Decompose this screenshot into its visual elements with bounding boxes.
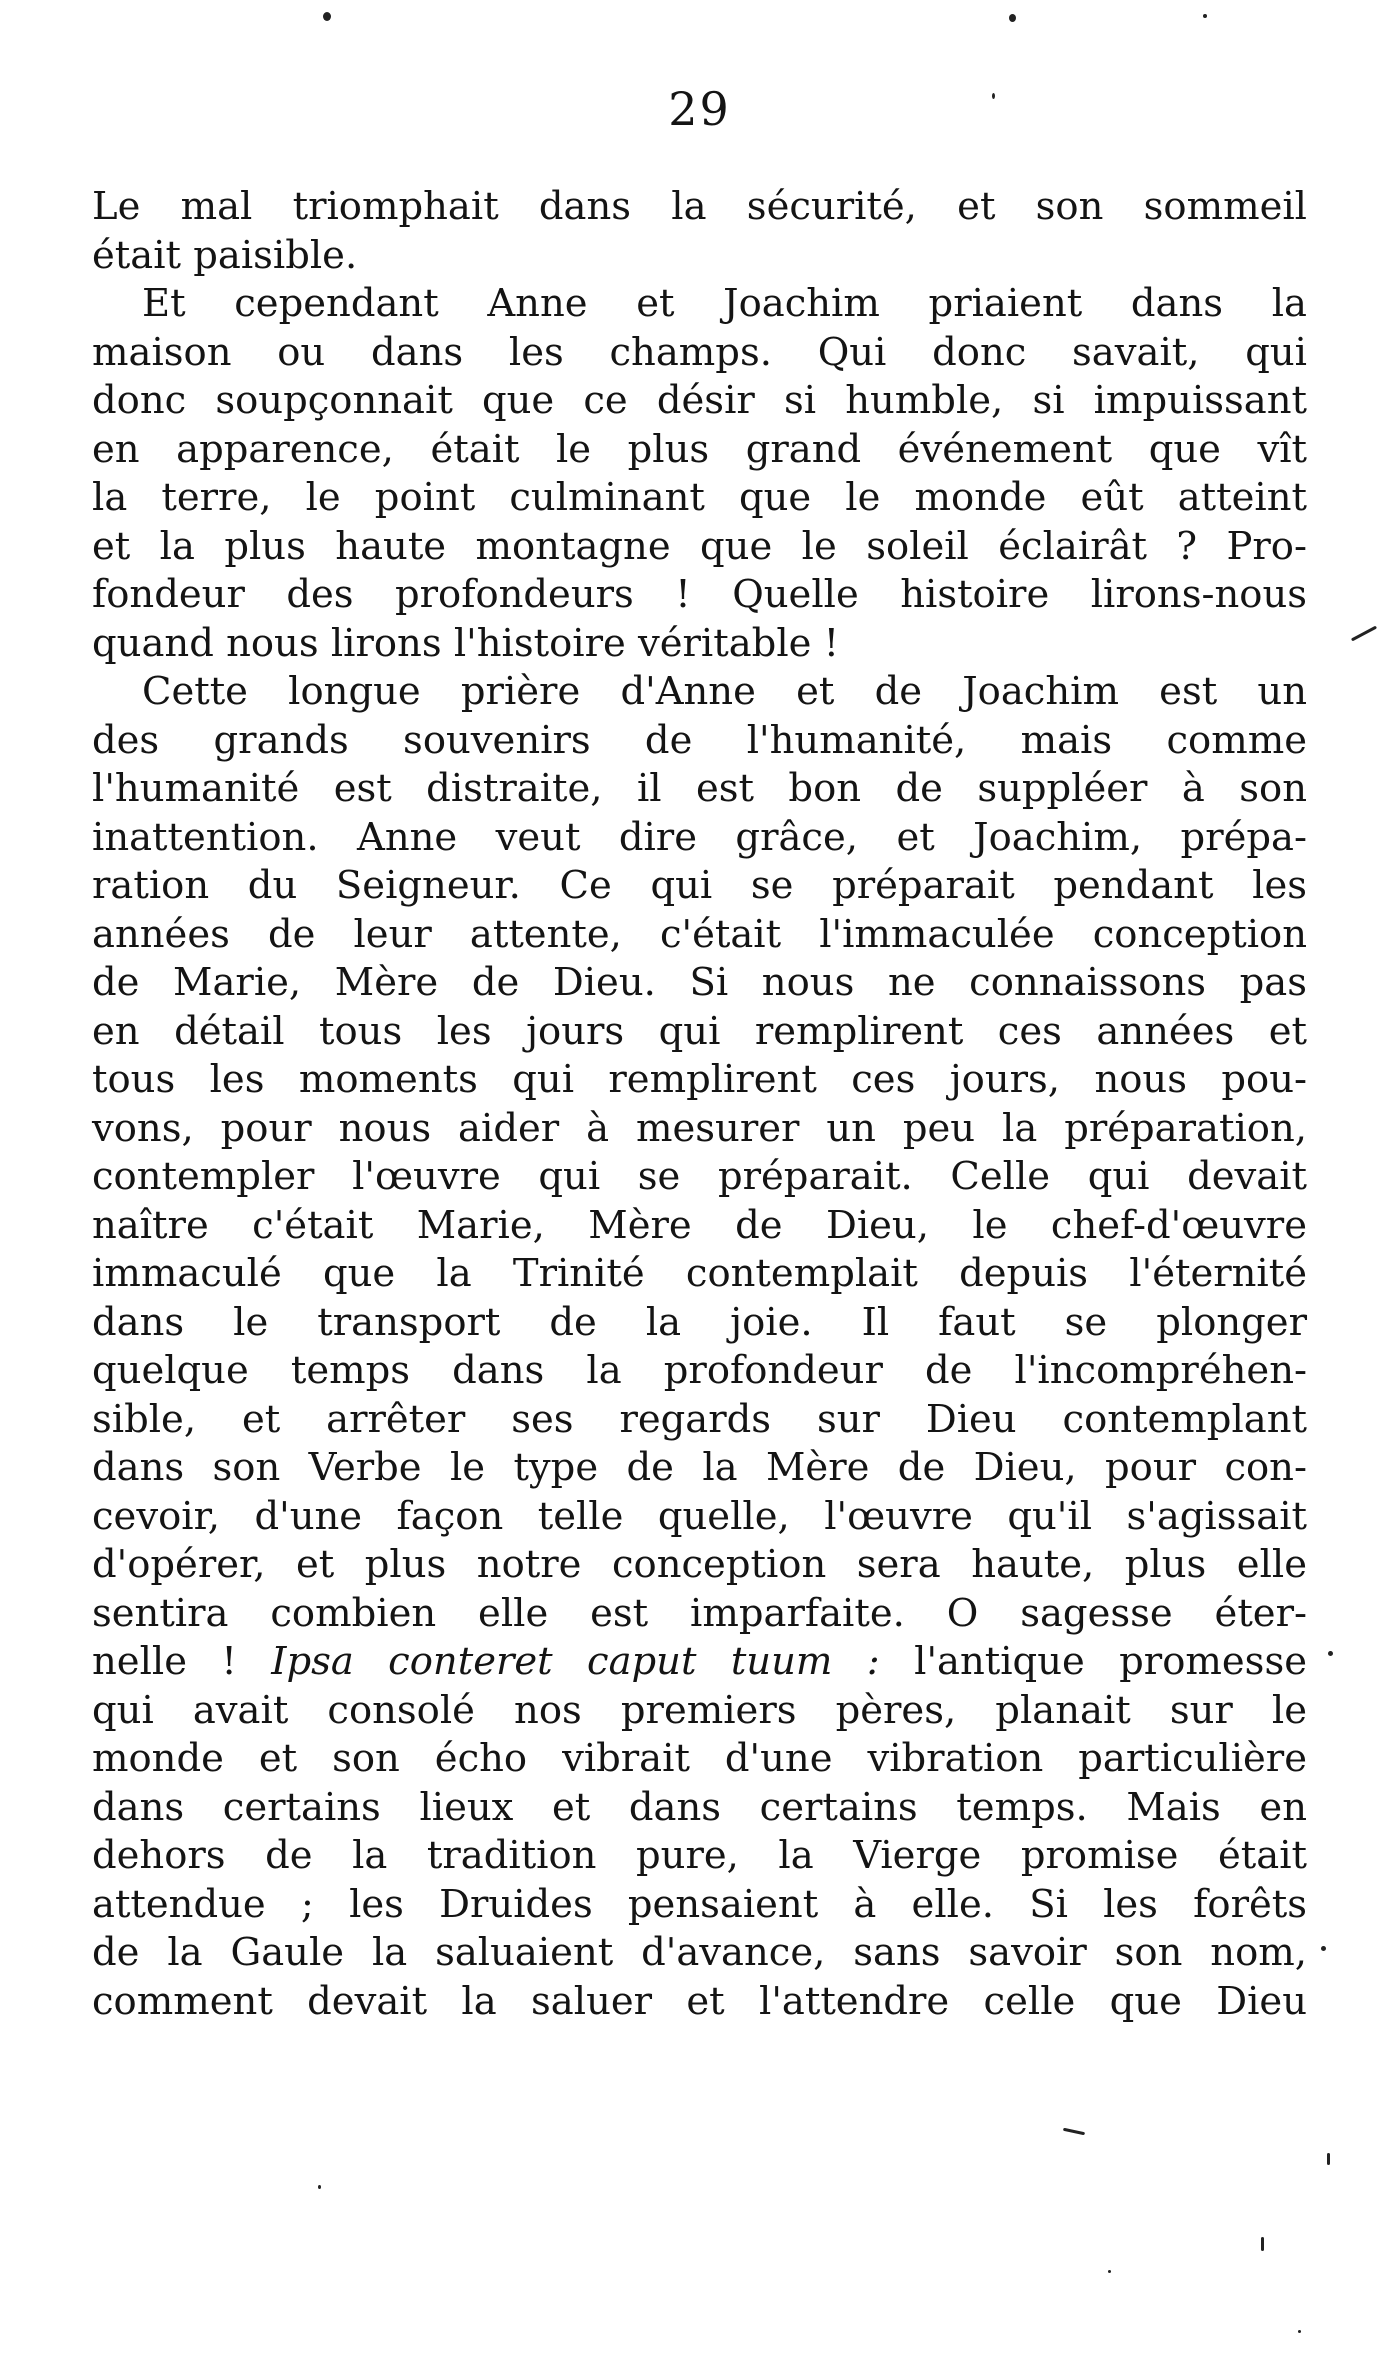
italic-latin-quote: Ipsa conteret caput tuum : xyxy=(271,1639,880,1684)
text-segment: en apparence, était le plus grand événement que vît xyxy=(92,426,1307,472)
page-speck xyxy=(318,2185,321,2189)
text-segment: naître c'était Marie, Mère de Dieu, le chef-d'œuvre xyxy=(92,1202,1307,1248)
text-line xyxy=(92,523,1307,572)
text-segment: dans son Verbe le type de la Mère de Dieu, pour con- xyxy=(92,1445,1307,1490)
text-segment: de Marie, Mère de Dieu. Si nous ne connaissons pas xyxy=(92,960,1307,1005)
body-text xyxy=(92,183,1307,2026)
text-segment: qui avait consolé nos premiers pères, planait sur le xyxy=(92,1687,1307,1733)
text-line xyxy=(92,620,1307,669)
text-segment: fondeur des profondeurs ! Quelle histoire lirons-nous xyxy=(92,572,1307,617)
text-segment: Cette longue prière d'Anne et de Joachim est un xyxy=(142,669,1307,714)
text-line xyxy=(92,668,1307,717)
text-segment: contempler l'œuvre qui se préparait. Celle qui devait xyxy=(92,1154,1307,1199)
text-segment: nelle ! xyxy=(92,1639,272,1684)
text-segment: quand nous lirons l'histoire véritable ! xyxy=(92,620,840,666)
text-segment: était paisible. xyxy=(92,232,358,278)
page-speck xyxy=(1203,14,1207,18)
text-line xyxy=(92,183,1307,232)
text-line xyxy=(92,1105,1307,1154)
text-line xyxy=(92,765,1307,814)
page-number: 29 xyxy=(668,82,731,136)
text-line xyxy=(92,232,1307,281)
page-speck xyxy=(1063,2128,1085,2136)
text-line xyxy=(92,1444,1307,1493)
text-segment: inattention. Anne veut dire grâce, et Joachim, prépa- xyxy=(92,814,1307,860)
text-line xyxy=(92,1299,1307,1348)
text-line xyxy=(92,1541,1307,1590)
text-line xyxy=(92,1396,1307,1445)
text-line xyxy=(92,280,1307,329)
text-segment: et la plus haute montagne que le soleil éclairât ? Pro- xyxy=(92,523,1307,569)
text-segment: des grands souvenirs de l'humanité, mais comme xyxy=(92,717,1307,763)
text-segment: de la Gaule la saluaient d'avance, sans savoir son nom, xyxy=(92,1930,1307,1975)
text-segment: l'humanité est distraite, il est bon de suppléer à son xyxy=(92,766,1307,811)
page-speck xyxy=(323,12,331,21)
text-line xyxy=(92,1638,1307,1687)
text-line xyxy=(92,426,1307,475)
text-line xyxy=(92,959,1307,1008)
text-line xyxy=(92,1735,1307,1784)
text-line xyxy=(92,571,1307,620)
page-speck xyxy=(1321,1946,1326,1951)
text-line xyxy=(92,1008,1307,1057)
text-segment: vons, pour nous aider à mesurer un peu la préparation, xyxy=(92,1105,1307,1151)
page-speck xyxy=(1351,626,1377,642)
text-line xyxy=(92,1784,1307,1833)
text-segment: comment devait la saluer et l'attendre celle que Dieu xyxy=(92,1978,1307,2024)
text-line xyxy=(92,1493,1307,1542)
text-segment: sible, et arrêter ses regards sur Dieu contemplant xyxy=(92,1396,1307,1442)
text-segment: sentira combien elle est imparfaite. O sagesse éter- xyxy=(92,1590,1307,1636)
text-segment: immaculé que la Trinité contemplait depuis l'éternité xyxy=(92,1251,1307,1296)
text-line xyxy=(92,1590,1307,1639)
text-segment: donc soupçonnait que ce désir si humble, si impuissant xyxy=(92,378,1307,423)
text-line xyxy=(92,1832,1307,1881)
text-line xyxy=(92,474,1307,523)
page-speck xyxy=(1108,2270,1111,2273)
text-line xyxy=(92,377,1307,426)
text-segment: monde et son écho vibrait d'une vibration particulière xyxy=(92,1736,1307,1781)
text-line xyxy=(92,1250,1307,1299)
text-segment: ration du Seigneur. Ce qui se préparait pendant les xyxy=(92,863,1307,908)
page-speck xyxy=(1328,1651,1333,1656)
text-line xyxy=(92,814,1307,863)
text-line xyxy=(92,1881,1307,1930)
page-speck xyxy=(1261,2237,1264,2251)
text-segment: d'opérer, et plus notre conception sera haute, plus elle xyxy=(92,1542,1307,1587)
text-segment: dans certains lieux et dans certains temps. Mais en xyxy=(92,1784,1307,1830)
text-line xyxy=(92,329,1307,378)
text-segment: cevoir, d'une façon telle quelle, l'œuvre qu'il s'agissait xyxy=(92,1493,1307,1539)
page-speck xyxy=(1009,14,1016,22)
text-line xyxy=(92,911,1307,960)
text-segment: Le mal triomphait dans la sécurité, et son sommeil xyxy=(92,184,1307,229)
text-line xyxy=(92,1202,1307,1251)
text-segment: dehors de la tradition pure, la Vierge promise était xyxy=(92,1833,1307,1878)
text-segment: quelque temps dans la profondeur de l'incompréhen- xyxy=(92,1348,1307,1393)
text-line xyxy=(92,1929,1307,1978)
text-segment: Et cependant Anne et Joachim priaient dans la xyxy=(142,281,1307,326)
text-line xyxy=(92,862,1307,911)
text-segment: l'antique promesse xyxy=(879,1639,1307,1684)
text-line xyxy=(92,717,1307,766)
text-segment: années de leur attente, c'était l'immaculée conception xyxy=(92,911,1307,957)
page-speck xyxy=(1298,2330,1301,2333)
text-line xyxy=(92,1056,1307,1105)
text-segment: maison ou dans les champs. Qui donc savait, qui xyxy=(92,329,1307,375)
text-segment: en détail tous les jours qui remplirent ces années et xyxy=(92,1008,1307,1054)
text-line xyxy=(92,1153,1307,1202)
text-line xyxy=(92,1347,1307,1396)
text-line xyxy=(92,1687,1307,1736)
page-speck xyxy=(1327,2153,1330,2165)
text-line xyxy=(92,1978,1307,2027)
text-segment: dans le transport de la joie. Il faut se plonger xyxy=(92,1299,1307,1345)
text-segment: tous les moments qui remplirent ces jours, nous pou- xyxy=(92,1057,1307,1102)
text-segment: la terre, le point culminant que le monde eût atteint xyxy=(92,475,1307,520)
text-segment: attendue ; les Druides pensaient à elle. Si les forêts xyxy=(92,1881,1307,1927)
